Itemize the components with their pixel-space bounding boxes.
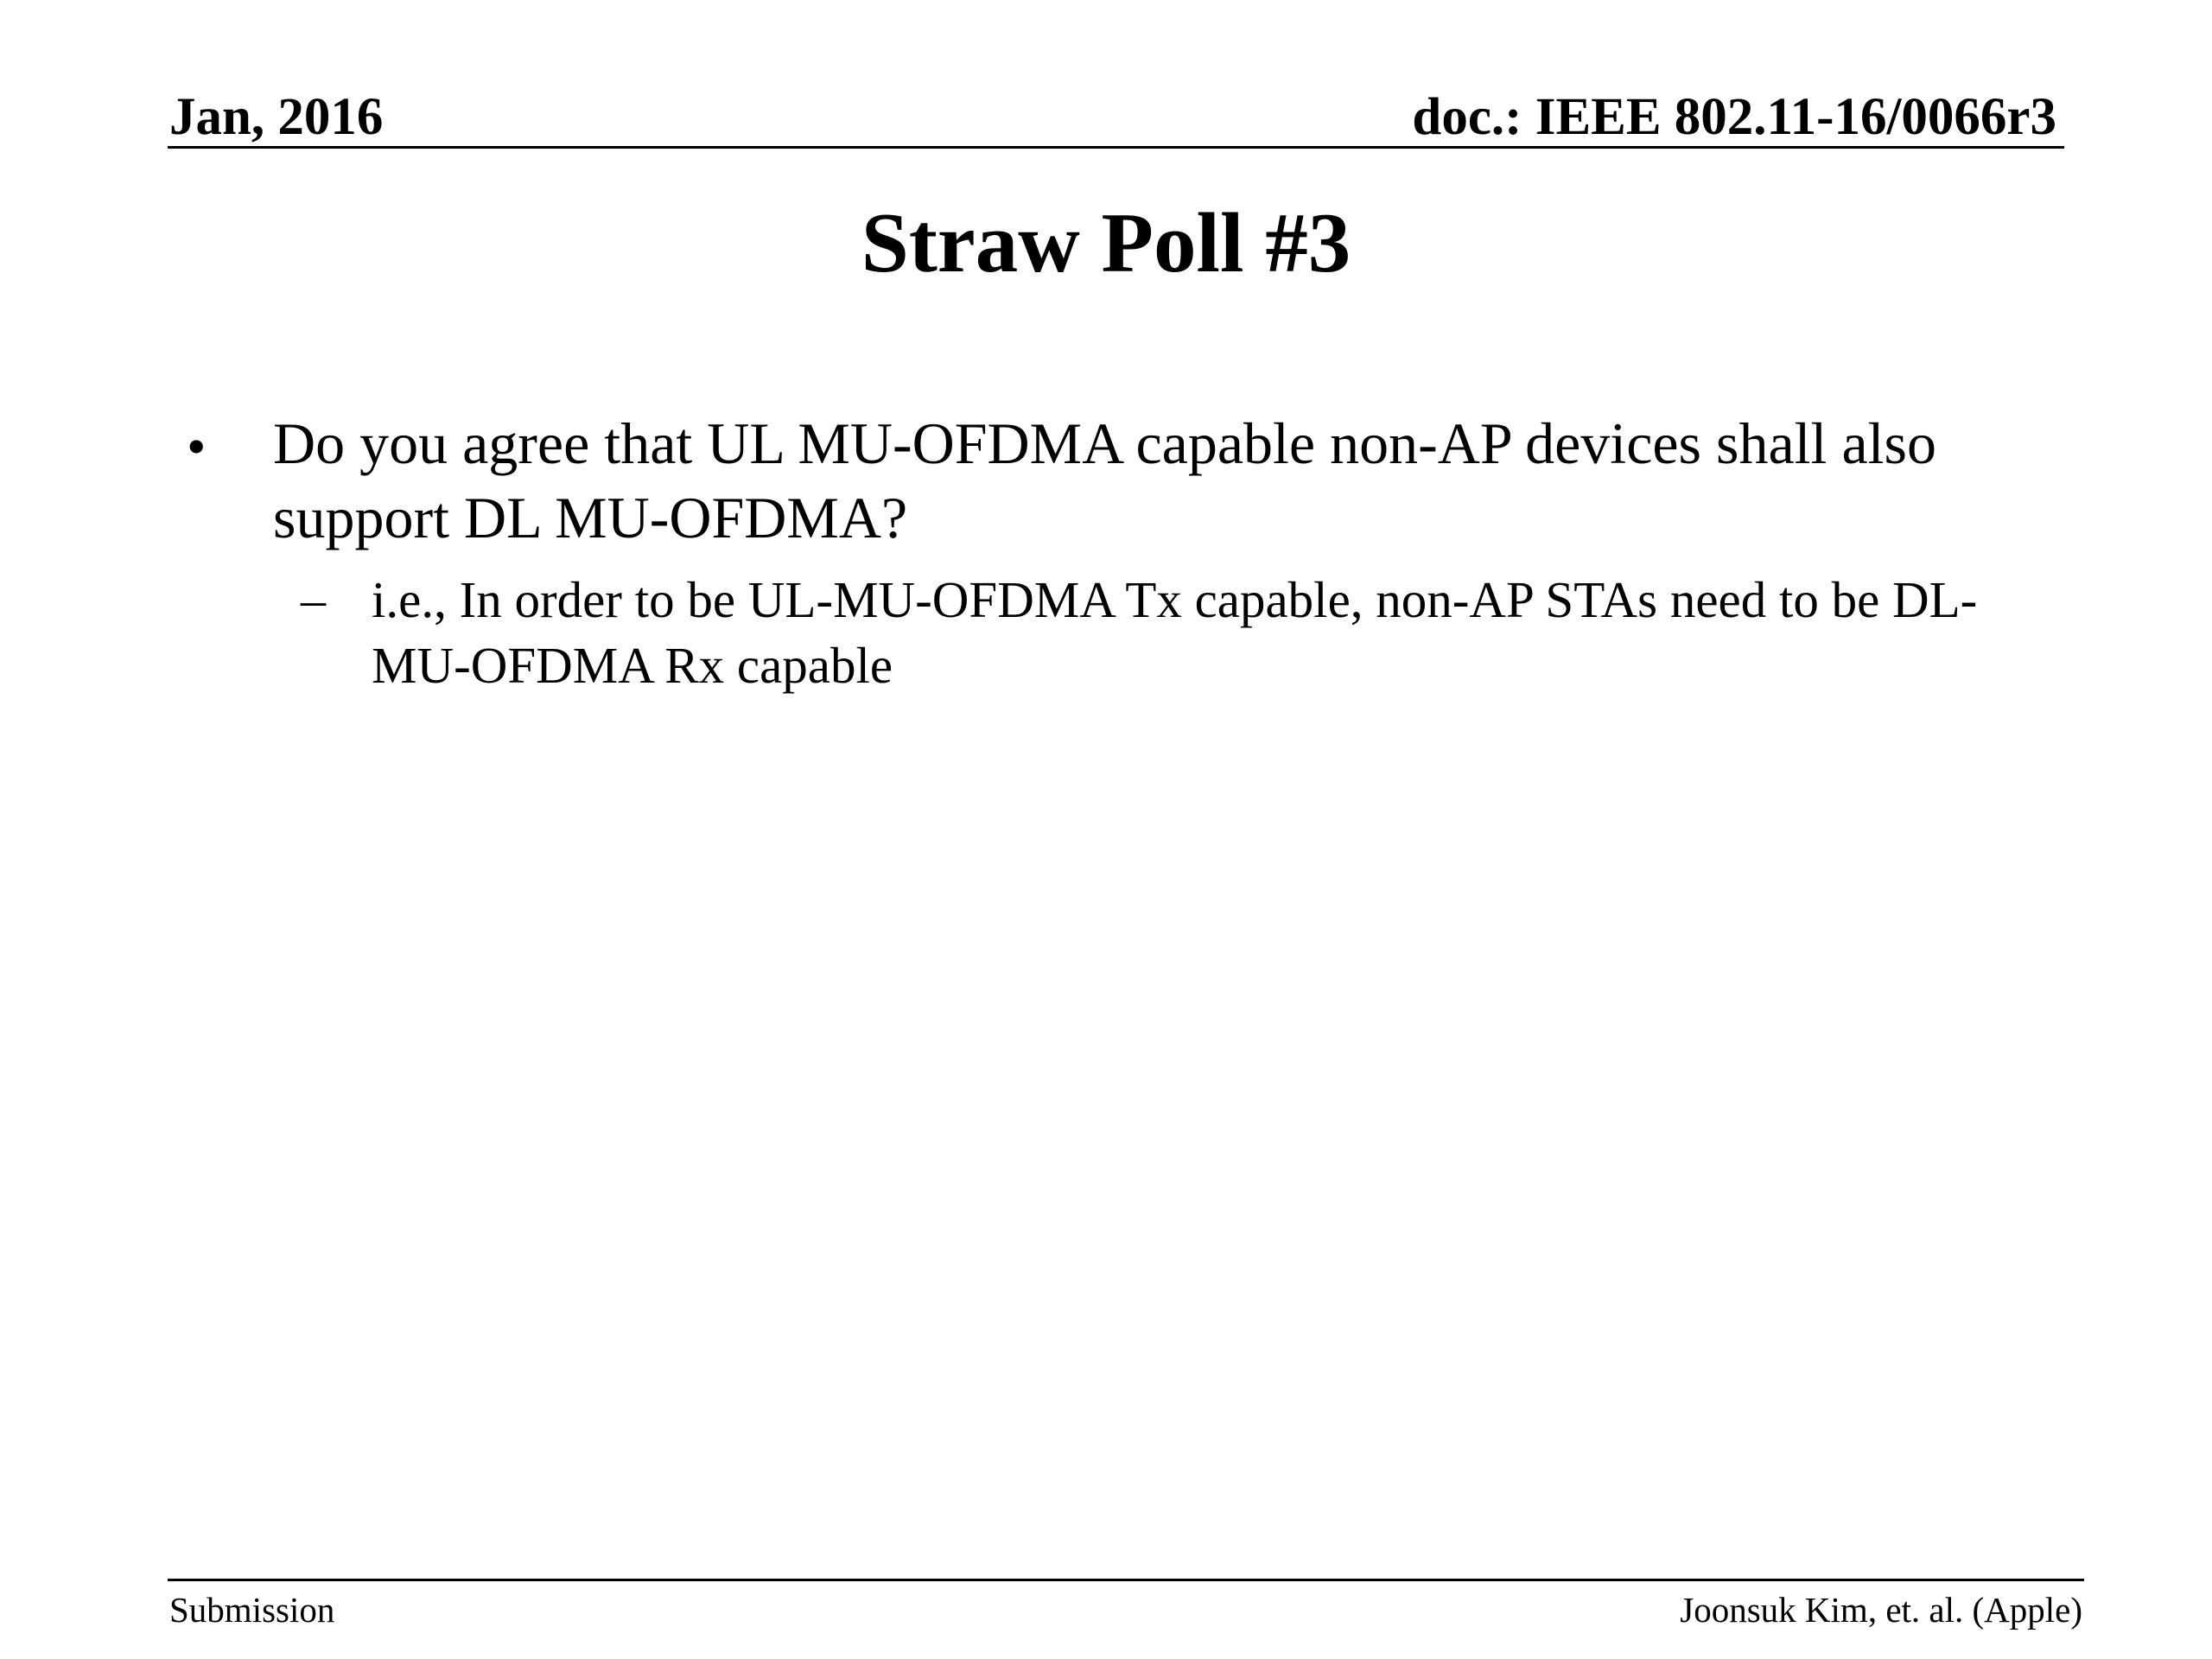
bullet-text: Do you agree that UL MU-OFDMA capable non-AP devices shall also support DL MU-OFDMA? bbox=[273, 410, 1936, 550]
header-divider bbox=[168, 146, 2064, 149]
slide-title: Straw Poll #3 bbox=[861, 196, 1351, 290]
header-doc-id: doc.: IEEE 802.11-16/0066r3 bbox=[1412, 88, 2056, 146]
bullet-marker: • bbox=[187, 416, 207, 477]
sub-bullet-marker: – bbox=[301, 571, 326, 627]
header-date: Jan, 2016 bbox=[169, 88, 384, 146]
sub-bullet-text: i.e., In order to be UL-MU-OFDMA Tx capable, non-AP STAs need to be DL-MU-OFDMA Rx capable bbox=[372, 571, 1978, 694]
footer-submission: Submission bbox=[169, 1590, 335, 1630]
footer-author: Joonsuk Kim, et. al. (Apple) bbox=[1680, 1590, 2082, 1630]
footer-divider bbox=[168, 1579, 2084, 1581]
